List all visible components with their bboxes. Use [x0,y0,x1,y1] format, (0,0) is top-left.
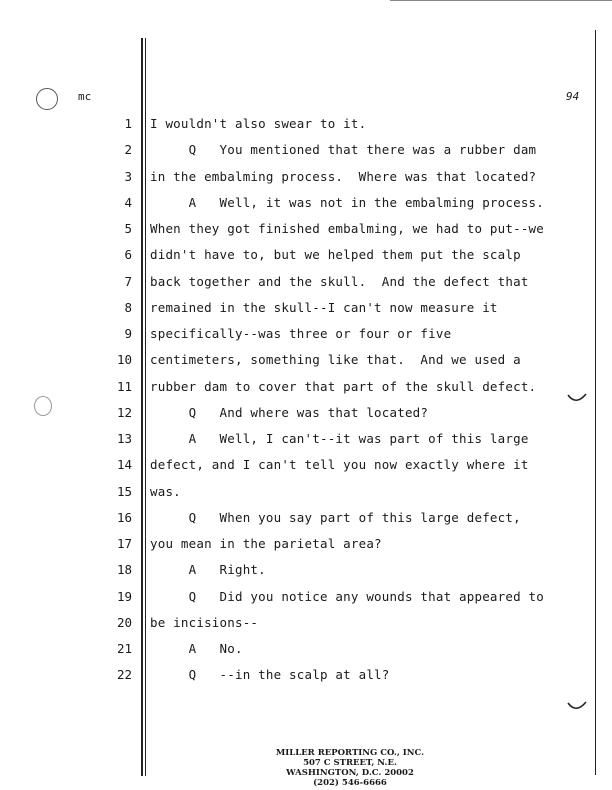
line-number: 20 [116,614,132,630]
footer-city: WASHINGTON, D.C. 20002 [286,768,414,778]
line-number: 9 [124,326,132,341]
page-number: 94 [566,90,580,103]
transcript-line: be incisions-- [150,614,259,630]
line-number: 4 [124,194,132,210]
line-number: 19 [116,588,132,604]
line-number: 16 [116,509,132,525]
transcript-line: When they got finished embalming, we had to put--we [150,221,545,236]
footer-phone: (202) 546-6666 [313,778,387,788]
transcript-line: centimeters, something like that. And we used a [150,352,521,368]
line-number: 22 [116,667,132,683]
transcript-line: Q When you say part of this large defect, [150,509,521,525]
footer-company: MILLER REPORTING CO., INC. [275,748,425,758]
transcript-line: Q --in the scalp at all? [150,667,390,683]
transcript-line: defect, and I can't tell you now exactly where it [150,457,529,473]
line-number: 2 [124,142,132,158]
reporting-company-footer [240,748,460,788]
footer-street: 507 C STREET, N.E. [303,758,397,768]
line-number: 10 [116,352,132,368]
transcript-line: A Right. [150,562,266,578]
transcript-line: you mean in the parietal area? [150,536,382,551]
line-number: 8 [124,299,132,315]
transcript-line: A Well, it was not in the embalming process. [150,194,545,210]
transcript-line: A No. [150,641,243,656]
transcript-line: Q And where was that located? [150,404,429,420]
transcript-line: Q You mentioned that there was a rubber dam [150,142,537,158]
line-number: 7 [124,273,132,289]
line-number: 5 [124,221,132,236]
transcript-line: didn't have to, but we helped them put the scalp [150,247,521,263]
transcript-line: Q Did you notice any wounds that appeared to [150,588,545,604]
line-number: 14 [116,457,132,473]
right-margin-rule [595,30,596,775]
line-number: 21 [116,641,132,656]
left-margin-double-rule-b [145,38,146,776]
transcript-line: I wouldn't also swear to it. [150,116,367,131]
reporter-initials: mc [78,90,92,103]
transcript-line: was. [150,483,181,499]
line-number: 13 [116,431,132,446]
transcript-line: in the embalming process. Where was that located? [150,168,537,184]
top-edge-rule [390,0,612,1]
line-number: 1 [124,116,132,131]
transcript-line: back together and the skull. And the defect that [150,273,529,289]
transcript-line: A Well, I can't--it was part of this large [150,431,529,446]
line-number: 15 [116,483,132,499]
transcript-line: rubber dam to cover that part of the skull defect. [150,378,537,394]
binder-hole-top [36,88,58,110]
line-number: 3 [124,168,132,184]
transcript-line: specifically--was three or four or five [150,326,452,341]
line-number: 6 [124,247,132,263]
line-number: 18 [116,562,132,578]
binder-hole-middle [34,396,52,416]
left-margin-double-rule-a [141,38,143,776]
check-mark-icon [566,392,588,406]
line-number: 17 [116,536,132,551]
transcript-line: remained in the skull--I can't now measure it [150,299,498,315]
line-number: 11 [116,378,132,394]
check-mark-icon [566,700,588,714]
line-number: 12 [116,404,132,420]
